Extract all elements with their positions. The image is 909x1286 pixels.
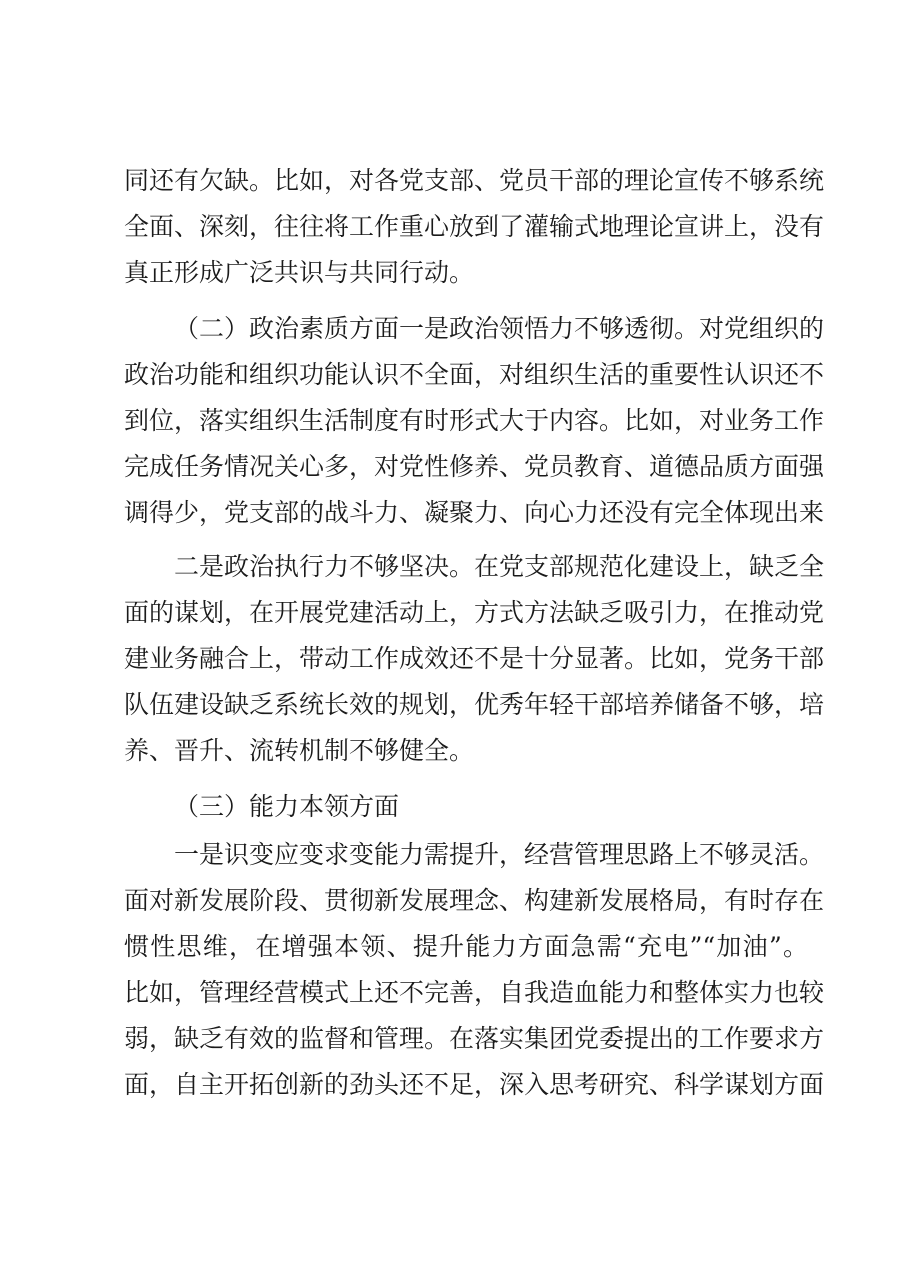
paragraph-line: 建业务融合上，带动工作成效还不是十分显著。比如，党务干部 <box>124 644 825 673</box>
section-heading-3: （三）能力本领方面 <box>174 792 400 821</box>
paragraph-line: 全面、深刻，往往将工作重心放到了灌输式地理论宣讲上，没有 <box>124 212 825 241</box>
paragraph-line: 二是政治执行力不够坚决。在党支部规范化建设上，缺乏全 <box>174 552 825 581</box>
paragraph-line: 面对新发展阶段、贯彻新发展理念、构建新发展格局，有时存在 <box>124 886 825 915</box>
paragraph-line: 弱，缺乏有效的监督和管理。在落实集团党委提出的工作要求方 <box>124 1024 825 1053</box>
section-heading-2: （二）政治素质方面一是政治领悟力不够透彻。对党组织的 <box>174 314 825 343</box>
paragraph-line: 一是识变应变求变能力需提升，经营管理思路上不够灵活。 <box>174 840 825 869</box>
paragraph-line: 同还有欠缺。比如，对各党支部、党员干部的理论宣传不够系统 <box>124 166 825 195</box>
paragraph-line: 到位，落实组织生活制度有时形式大于内容。比如，对业务工作 <box>124 406 825 435</box>
paragraph-line: 政治功能和组织功能认识不全面，对组织生活的重要性认识还不 <box>124 360 825 389</box>
paragraph-line: 调得少，党支部的战斗力、凝聚力、向心力还没有完全体现出来 <box>124 498 825 527</box>
paragraph-line: 养、晋升、流转机制不够健全。 <box>124 736 475 765</box>
paragraph-line: 惯性思维，在增强本领、提升能力方面急需“充电”“加油”。 <box>124 932 808 961</box>
paragraph-line: 比如，管理经营模式上还不完善，自我造血能力和整体实力也较 <box>124 978 825 1007</box>
paragraph-line: 完成任务情况关心多，对党性修养、党员教育、道德品质方面强 <box>124 452 825 481</box>
paragraph-line: 面，自主开拓创新的劲头还不足，深入思考研究、科学谋划方面 <box>124 1070 825 1099</box>
paragraph-line: 真正形成广泛共识与共同行动。 <box>124 258 475 287</box>
paragraph-line: 队伍建设缺乏系统长效的规划，优秀年轻干部培养储备不够，培 <box>124 690 825 719</box>
paragraph-line: 面的谋划，在开展党建活动上，方式方法缺乏吸引力，在推动党 <box>124 598 825 627</box>
